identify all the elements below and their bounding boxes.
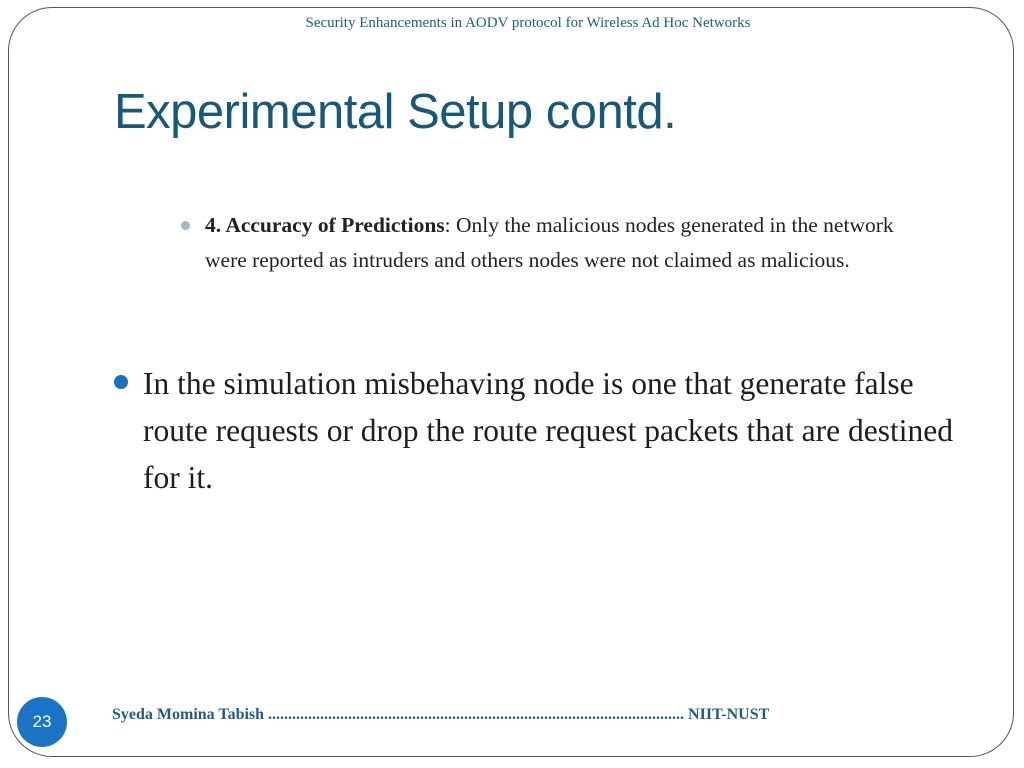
slide-footer: Syeda Momina Tabish ........................................................................................................ NIIT-NUST <box>112 706 770 723</box>
main-bullet-dot-icon <box>114 375 128 389</box>
slide-header: Security Enhancements in AODV protocol for Wireless Ad Hoc Networks <box>305 15 751 31</box>
main-bullet-text: In the simulation misbehaving node is one that generate false route requests or drop the route request packets that are destined for it. <box>143 366 953 495</box>
sub-bullet-lead: 4. Accuracy of Predictions <box>205 213 445 237</box>
sub-bullet-accuracy <box>205 208 940 278</box>
main-bullet-simulation <box>143 360 963 501</box>
page-number-badge: 23 <box>17 697 67 747</box>
sub-bullet-dot-icon <box>181 221 190 230</box>
slide-title: Experimental Setup contd. <box>114 85 677 139</box>
sub-bullet-text: : Only the malicious nodes generated in the network were reported as intruders and others nodes were not claimed as malicious. <box>205 213 894 272</box>
